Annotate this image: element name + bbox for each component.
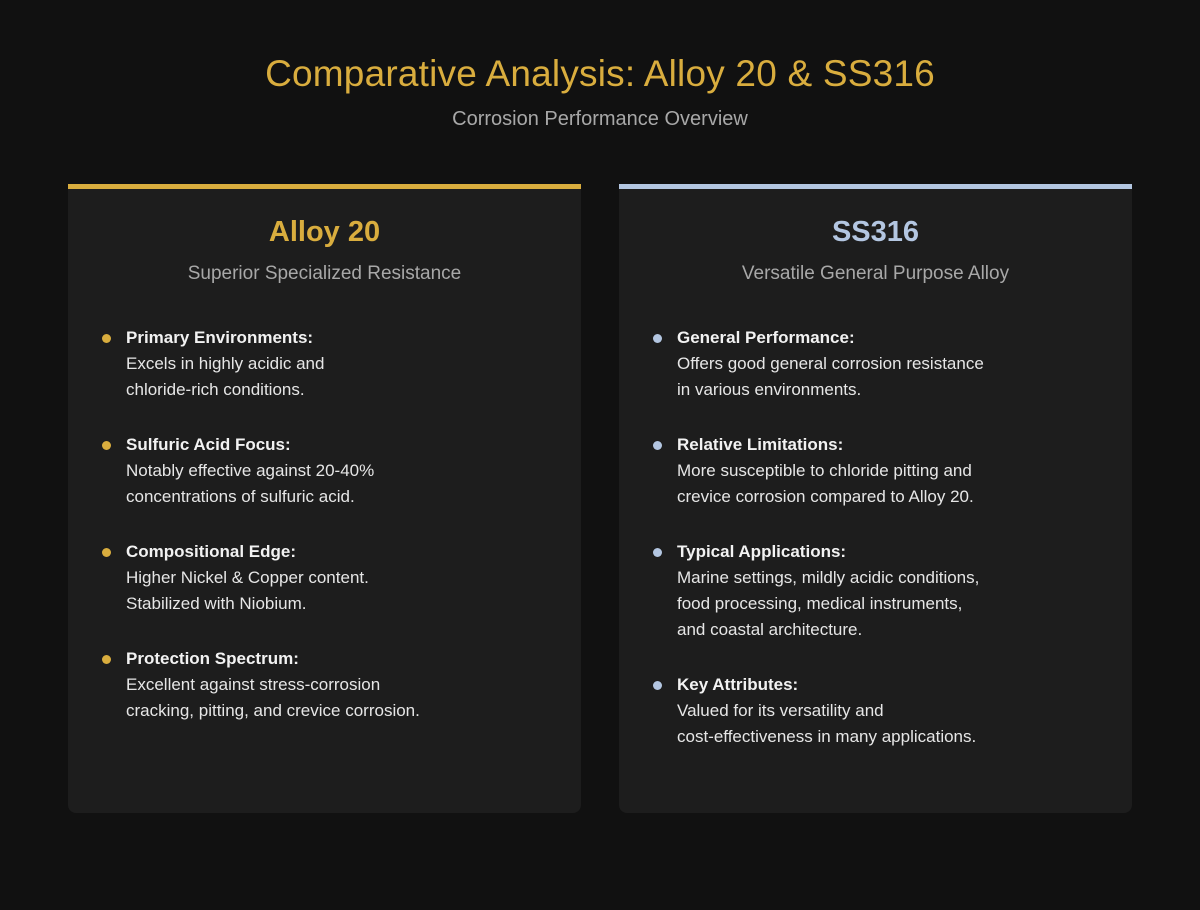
feature-text-line: Excels in highly acidic and	[126, 354, 325, 373]
card-accent-bar	[68, 184, 581, 189]
feature-label: Relative Limitations:	[677, 435, 844, 454]
card-title: SS316	[831, 216, 920, 248]
feature-list	[652, 325, 1102, 779]
feature-text-line: More susceptible to chloride pitting and	[677, 461, 972, 480]
feature-label: Protection Spectrum:	[126, 649, 299, 668]
feature-label: Sulfuric Acid Focus:	[126, 435, 291, 454]
page-subtitle: Corrosion Performance Overview	[452, 108, 748, 130]
feature-text-line: Excellent against stress-corrosion	[126, 675, 381, 694]
bullet-dot-icon	[102, 548, 111, 557]
feature-item	[101, 539, 551, 617]
bullet-dot-icon	[102, 655, 111, 664]
feature-text-line: Notably effective against 20-40%	[126, 461, 375, 480]
feature-text-line: Stabilized with Niobium.	[126, 594, 307, 613]
feature-list	[101, 325, 551, 753]
feature-item	[101, 432, 551, 510]
feature-label: Key Attributes:	[677, 675, 799, 694]
bullet-dot-icon	[102, 441, 111, 450]
feature-text-line: Offers good general corrosion resistance	[677, 354, 984, 373]
feature-text-line: chloride-rich conditions.	[126, 380, 305, 399]
feature-text-line: Marine settings, mildly acidic conditions,	[677, 568, 980, 587]
feature-item	[101, 325, 551, 403]
feature-label: Compositional Edge:	[126, 542, 296, 561]
feature-label: Primary Environments:	[126, 328, 314, 347]
page-header	[0, 52, 1200, 132]
alloy20-card	[68, 184, 581, 813]
feature-label: Typical Applications:	[677, 542, 847, 561]
bullet-dot-icon	[653, 334, 662, 343]
feature-text-line: crevice corrosion compared to Alloy 20.	[677, 487, 974, 506]
card-title: Alloy 20	[268, 216, 381, 248]
feature-text-line: in various environments.	[677, 380, 862, 399]
bullet-dot-icon	[653, 441, 662, 450]
feature-item	[101, 646, 551, 724]
feature-text-line: Valued for its versatility and	[677, 701, 884, 720]
bullet-dot-icon	[102, 334, 111, 343]
card-accent-bar	[619, 184, 1132, 189]
feature-text-line: Higher Nickel & Copper content.	[126, 568, 369, 587]
ss316-card	[619, 184, 1132, 813]
feature-item	[652, 325, 1102, 403]
feature-label: General Performance:	[677, 328, 855, 347]
bullet-dot-icon	[653, 548, 662, 557]
feature-item	[652, 432, 1102, 510]
card-subtitle: Superior Specialized Resistance	[187, 263, 462, 284]
feature-item	[652, 672, 1102, 750]
feature-text-line: cracking, pitting, and crevice corrosion.	[126, 701, 420, 720]
feature-text-line: and coastal architecture.	[677, 620, 863, 639]
bullet-dot-icon	[653, 681, 662, 690]
feature-item	[652, 539, 1102, 643]
card-subtitle: Versatile General Purpose Alloy	[741, 263, 1010, 284]
feature-text-line: concentrations of sulfuric acid.	[126, 487, 355, 506]
page-title: Comparative Analysis: Alloy 20 & SS316	[265, 53, 935, 94]
feature-text-line: food processing, medical instruments,	[677, 594, 963, 613]
feature-text-line: cost-effectiveness in many applications.	[677, 727, 977, 746]
